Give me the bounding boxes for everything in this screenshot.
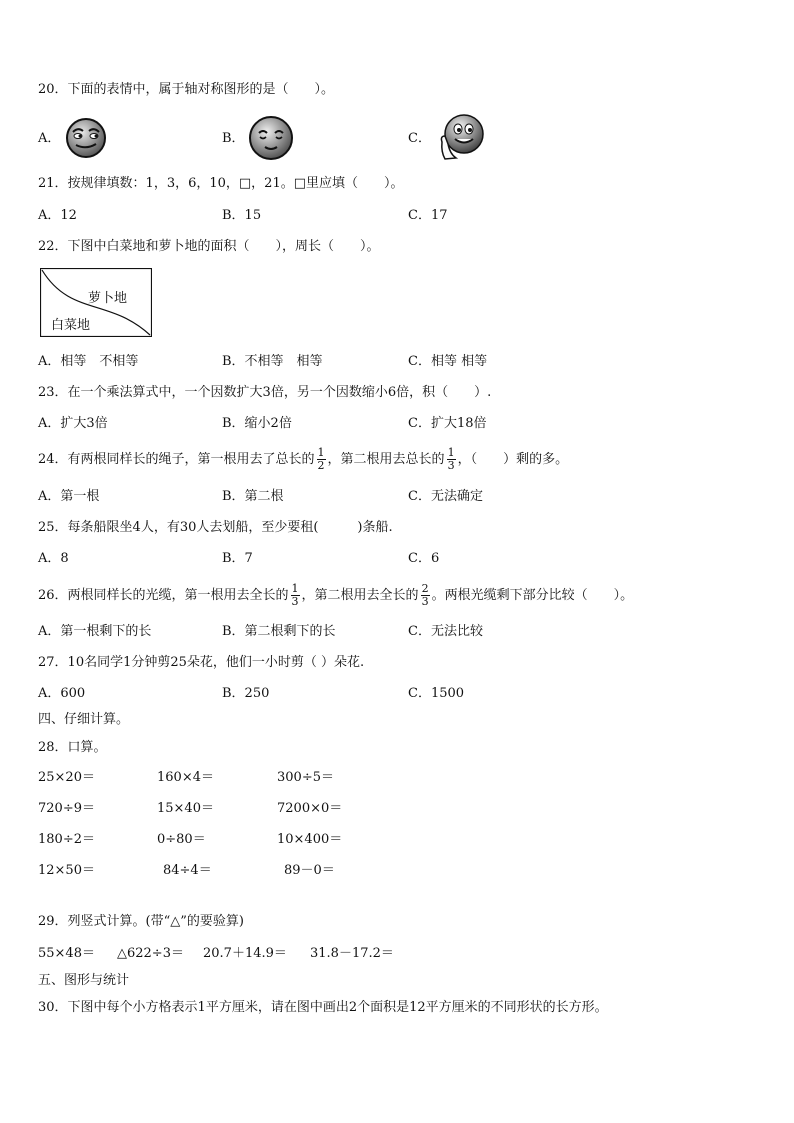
fraction-one-third: $\frac{1}{3}$ xyxy=(291,582,299,608)
q27-option-a: A．600 xyxy=(38,686,86,701)
q25-option-c: C．6 xyxy=(408,551,440,566)
oral-calc-item: 84÷4＝ xyxy=(163,863,212,878)
oral-calc-item: 25×20＝ xyxy=(38,770,95,785)
vertical-calc-item: 20.7＋14.9＝ xyxy=(203,946,287,961)
section-heading-calculation: 四、仔细计算。 xyxy=(38,712,130,727)
q24-option-b: B．第二根 xyxy=(222,489,284,504)
q27-option-c: C．1500 xyxy=(408,686,465,701)
fraction-two-thirds: $\frac{2}{3}$ xyxy=(421,582,429,608)
q26-option-a: A．第一根剩下的长 xyxy=(38,624,152,639)
oral-calc-item: 720÷9＝ xyxy=(38,801,95,816)
oral-calc-item: 0÷80＝ xyxy=(157,832,206,847)
q25-stem: 25．每条船限坐4人，有30人去划船，至少要租( )条船. xyxy=(38,520,393,535)
q24-stem-part3: ，（ ）剩的多。 xyxy=(457,452,569,467)
q20-option-b: B． xyxy=(222,131,245,146)
q30-stem: 30．下图中每个小方格表示1平方厘米，请在图中画出2个面积是12平方厘米的不同形状的长方形。 xyxy=(38,1000,608,1015)
q26-stem-part1: 26．两根同样长的光缆，第一根用去全长的 xyxy=(38,588,289,603)
oral-calc-item: 180÷2＝ xyxy=(38,832,95,847)
oral-calc-item: 300÷5＝ xyxy=(277,770,334,785)
smirk-face-icon xyxy=(64,117,108,163)
q23-option-b: B．缩小2倍 xyxy=(222,416,292,431)
q21-option-b: B．15 xyxy=(222,208,262,223)
q28-stem: 28．口算。 xyxy=(38,740,107,755)
q24-stem-part1: 24．有两根同样长的绳子，第一根用去了总长的 xyxy=(38,452,315,467)
q26-option-c: C．无法比较 xyxy=(408,624,483,639)
q27-stem: 27．10名同学1分钟剪25朵花，他们一小时剪（ ）朵花. xyxy=(38,655,365,670)
q25-option-b: B．7 xyxy=(222,551,253,566)
oral-calc-item: 7200×0＝ xyxy=(277,801,343,816)
waving-face-icon xyxy=(436,112,486,166)
calm-face-icon xyxy=(248,115,294,165)
q21-stem: 21．按规律填数：1，3，6，10，□，21。□里应填（ ）。 xyxy=(38,176,404,191)
q24-stem xyxy=(38,445,568,475)
q22-stem: 22．下图中白菜地和萝卜地的面积（ ），周长（ ）。 xyxy=(38,239,380,254)
oral-calc-item: 10×400＝ xyxy=(277,832,343,847)
q24-option-a: A．第一根 xyxy=(38,489,100,504)
q29-stem: 29．列竖式计算。(带“△”的要验算) xyxy=(38,914,244,929)
q23-option-c: C．扩大18倍 xyxy=(408,416,487,431)
q25-option-a: A．8 xyxy=(38,551,69,566)
q22-option-c: C．相等 相等 xyxy=(408,354,488,369)
vertical-calc-item: 31.8－17.2＝ xyxy=(310,946,394,961)
oral-calc-item: 89－0＝ xyxy=(284,863,335,878)
q24-option-c: C．无法确定 xyxy=(408,489,483,504)
q23-option-a: A．扩大3倍 xyxy=(38,416,108,431)
q22-option-b: B．不相等 相等 xyxy=(222,354,323,369)
q21-option-a: A．12 xyxy=(38,208,77,223)
oral-calc-item: 15×40＝ xyxy=(157,801,214,816)
q24-stem-part2: ，第二根用去总长的 xyxy=(327,452,445,467)
oral-calc-item: 12×50＝ xyxy=(38,863,95,878)
q26-option-b: B．第二根剩下的长 xyxy=(222,624,336,639)
radish-field-label: 萝卜地 xyxy=(88,291,128,306)
q26-stem-part3: 。两根光缆剩下部分比较（ ）。 xyxy=(431,588,634,603)
q20-option-c: C． xyxy=(408,131,431,146)
q21-option-c: C．17 xyxy=(408,208,448,223)
q20-option-a: A． xyxy=(38,131,61,146)
fraction-one-half: $\frac{1}{2}$ xyxy=(317,446,325,472)
q27-option-b: B．250 xyxy=(222,686,270,701)
q26-stem xyxy=(38,581,633,611)
q20-stem: 20．下面的表情中，属于轴对称图形的是（ ）。 xyxy=(38,82,335,97)
fraction-one-third: $\frac{1}{3}$ xyxy=(447,446,455,472)
cabbage-field-label: 白菜地 xyxy=(51,318,91,333)
vertical-calc-item: △622÷3＝ xyxy=(117,946,184,961)
field-diagram xyxy=(40,268,152,337)
oral-calc-item: 160×4＝ xyxy=(157,770,214,785)
q22-option-a: A．相等 不相等 xyxy=(38,354,139,369)
q26-stem-part2: ，第二根用去全长的 xyxy=(301,588,419,603)
vertical-calc-item: 55×48＝ xyxy=(38,946,95,961)
section-heading-geometry: 五、图形与统计 xyxy=(38,973,130,988)
q23-stem: 23．在一个乘法算式中，一个因数扩大3倍，另一个因数缩小6倍，积（ ）. xyxy=(38,385,492,400)
